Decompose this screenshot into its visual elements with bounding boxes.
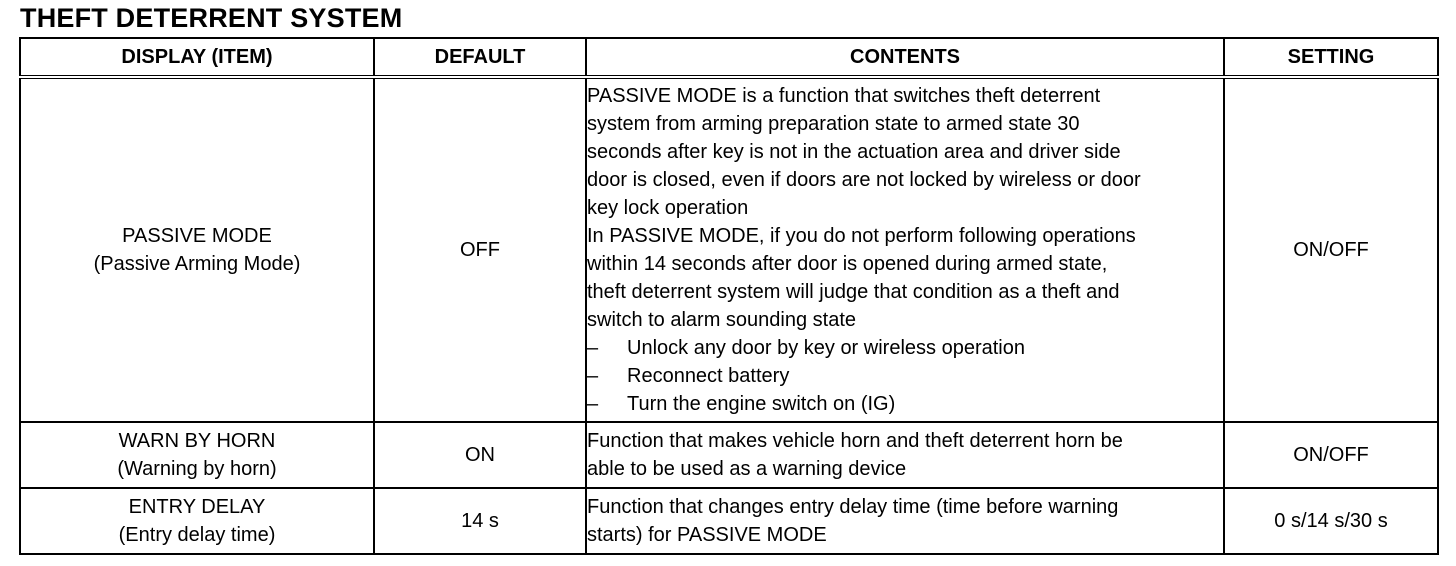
contents-line: In PASSIVE MODE, if you do not perform following operations <box>587 224 1136 247</box>
contents-line: seconds after key is not in the actuation area and driver side <box>587 140 1121 163</box>
contents-line: PASSIVE MODE is a function that switches theft deterrent <box>587 84 1101 107</box>
contents-line: able to be used as a warning device <box>587 457 907 480</box>
bullet-item <box>587 362 1223 390</box>
item-name: WARN BY HORN <box>118 429 276 452</box>
setting-cell: ON/OFF <box>1224 77 1438 422</box>
bullet-text: Turn the engine switch on (IG) <box>627 392 896 415</box>
table-row <box>20 77 1438 422</box>
item-subtitle: (Passive Arming Mode) <box>93 252 301 275</box>
default-cell: OFF <box>374 77 586 422</box>
setting-cell: 0 s/14 s/30 s <box>1224 488 1438 554</box>
contents-line: Function that changes entry delay time (time before warning <box>587 495 1119 518</box>
column-header-setting: SETTING <box>1224 38 1438 77</box>
contents-line: switch to alarm sounding state <box>587 308 857 331</box>
bullet-item <box>587 334 1223 362</box>
contents-cell <box>586 422 1224 488</box>
table-header <box>20 38 1438 77</box>
item-cell <box>20 422 374 488</box>
item-cell <box>20 488 374 554</box>
table-body <box>20 77 1438 554</box>
bullet-item <box>587 390 1223 418</box>
bullet-text: Reconnect battery <box>627 364 790 387</box>
default-cell: ON <box>374 422 586 488</box>
theft-deterrent-table <box>19 37 1439 555</box>
item-name: ENTRY DELAY <box>128 495 266 518</box>
page-title: THEFT DETERRENT SYSTEM <box>20 3 403 33</box>
bullet-text: Unlock any door by key or wireless operation <box>627 336 1025 359</box>
column-header-default: DEFAULT <box>374 38 586 77</box>
contents-line: key lock operation <box>587 196 749 219</box>
header-row <box>20 38 1438 77</box>
table-row <box>20 488 1438 554</box>
dash-marker: – <box>587 392 599 415</box>
item-cell <box>20 77 374 422</box>
table-row <box>20 422 1438 488</box>
dash-marker: – <box>587 336 599 359</box>
contents-cell <box>586 488 1224 554</box>
dash-marker: – <box>587 364 599 387</box>
column-header-contents: CONTENTS <box>586 38 1224 77</box>
contents-line: within 14 seconds after door is opened during armed state, <box>587 252 1108 275</box>
setting-cell: ON/OFF <box>1224 422 1438 488</box>
item-subtitle: (Warning by horn) <box>117 457 277 480</box>
contents-cell <box>586 77 1224 422</box>
contents-line: theft deterrent system will judge that condition as a theft and <box>587 280 1120 303</box>
contents-line: system from arming preparation state to armed state 30 <box>587 112 1080 135</box>
default-cell: 14 s <box>374 488 586 554</box>
contents-line: door is closed, even if doors are not locked by wireless or door <box>587 168 1141 191</box>
item-subtitle: (Entry delay time) <box>118 523 276 546</box>
column-header-display: DISPLAY (ITEM) <box>20 38 374 77</box>
contents-line: starts) for PASSIVE MODE <box>587 523 827 546</box>
contents-line: Function that makes vehicle horn and theft deterrent horn be <box>587 429 1123 452</box>
item-name: PASSIVE MODE <box>122 224 272 247</box>
